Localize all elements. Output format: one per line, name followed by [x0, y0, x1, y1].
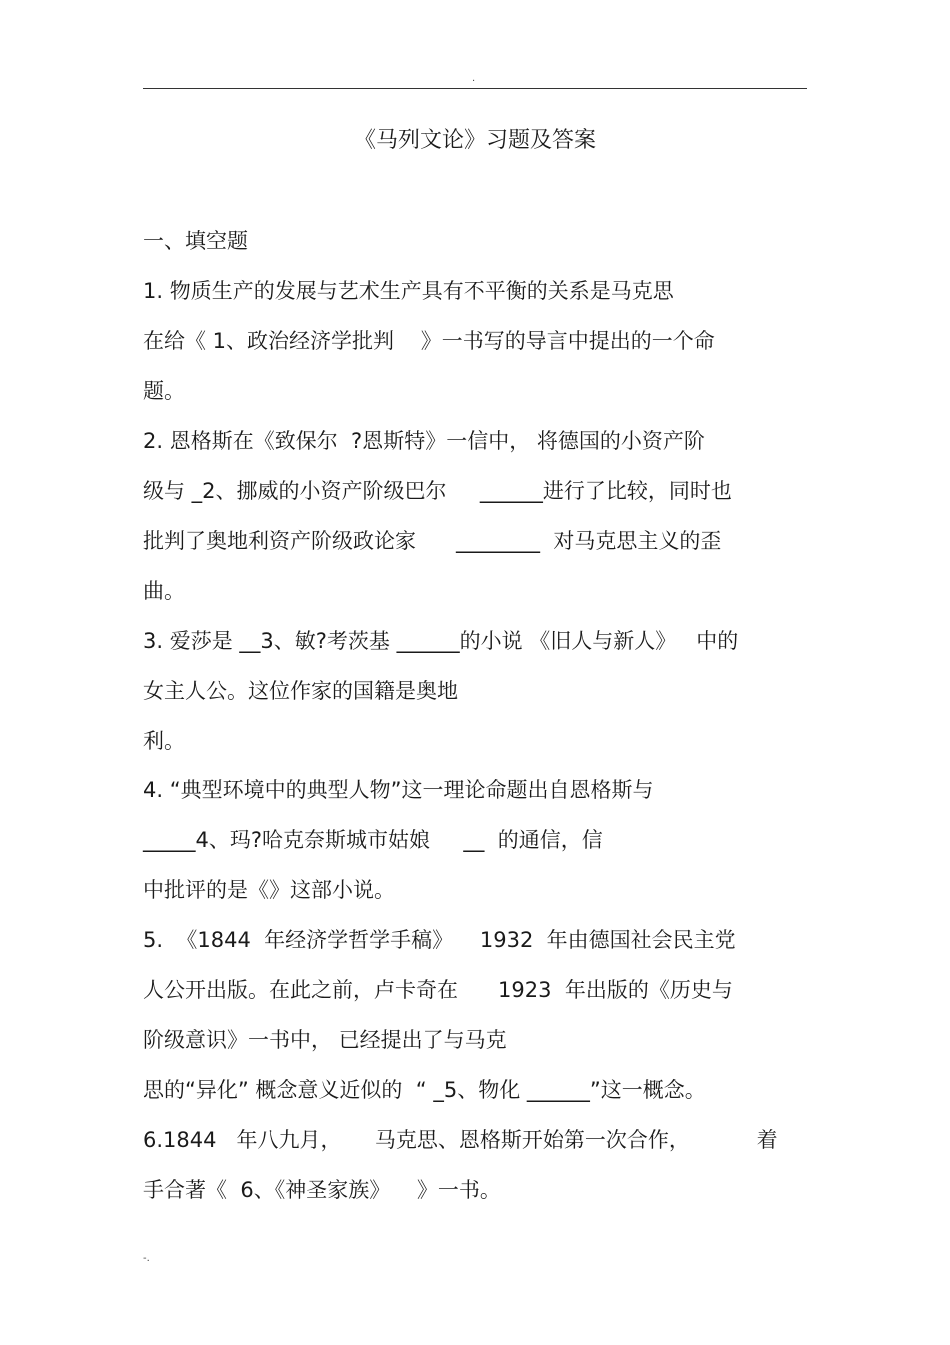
- text-line: 中批评的是《》这部小说。: [143, 878, 395, 902]
- text-line: 思的“异化” 概念意义近似的 “ _5、物化 ______”这一概念。: [143, 1078, 706, 1102]
- page-title: 《马列文论》习题及答案: [353, 128, 596, 153]
- text-line: 阶级意识》一书中， 已经提出了与马克: [143, 1028, 507, 1052]
- text-line: 手合著《 6、《神圣家族》 》一书。: [143, 1178, 501, 1202]
- text-line: 批判了奥地利资产阶级政论家 ________ 对马克思主义的歪: [143, 529, 722, 553]
- text-line: 6.1844 年八九月， 马克思、恩格斯开始第一次合作， 着: [143, 1128, 778, 1152]
- text-line: 曲。: [143, 579, 185, 603]
- text-line: 1. 物质生产的发展与艺术生产具有不平衡的关系是马克思: [143, 279, 674, 303]
- text-line: 在给《 1、政治经济学批判 》一书写的导言中提出的一个命: [143, 329, 715, 353]
- header-rule: [143, 88, 807, 89]
- footer-mark: -.: [143, 1253, 150, 1264]
- text-line: 级与 _2、挪威的小资产阶级巴尔 ______进行了比较，同时也: [143, 479, 732, 503]
- text-line: 利。: [143, 729, 185, 753]
- section-heading: 一、填空题: [143, 229, 248, 253]
- text-line: 题。: [143, 379, 185, 403]
- text-line: 5. 《1844 年经济学哲学手稿》 1932 年由德国社会民主党: [143, 928, 736, 952]
- text-line: 人公开出版。在此之前，卢卡奇在 1923 年出版的《历史与: [143, 978, 733, 1002]
- text-line: 3. 爱莎是 __3、敏?考茨基 ______的小说 《旧人与新人》 中的: [143, 629, 739, 653]
- text-line: 2. 恩格斯在《致保尔 ?恩斯特》一信中， 将德国的小资产阶: [143, 429, 705, 453]
- text-line: _____4、玛?哈克奈斯城市姑娘 __ 的通信，信: [143, 828, 603, 852]
- text-line: 4. “典型环境中的典型人物”这一理论命题出自恩格斯与: [143, 778, 654, 802]
- header-mark: .: [472, 73, 476, 84]
- text-line: 女主人公。这位作家的国籍是奥地: [143, 679, 458, 703]
